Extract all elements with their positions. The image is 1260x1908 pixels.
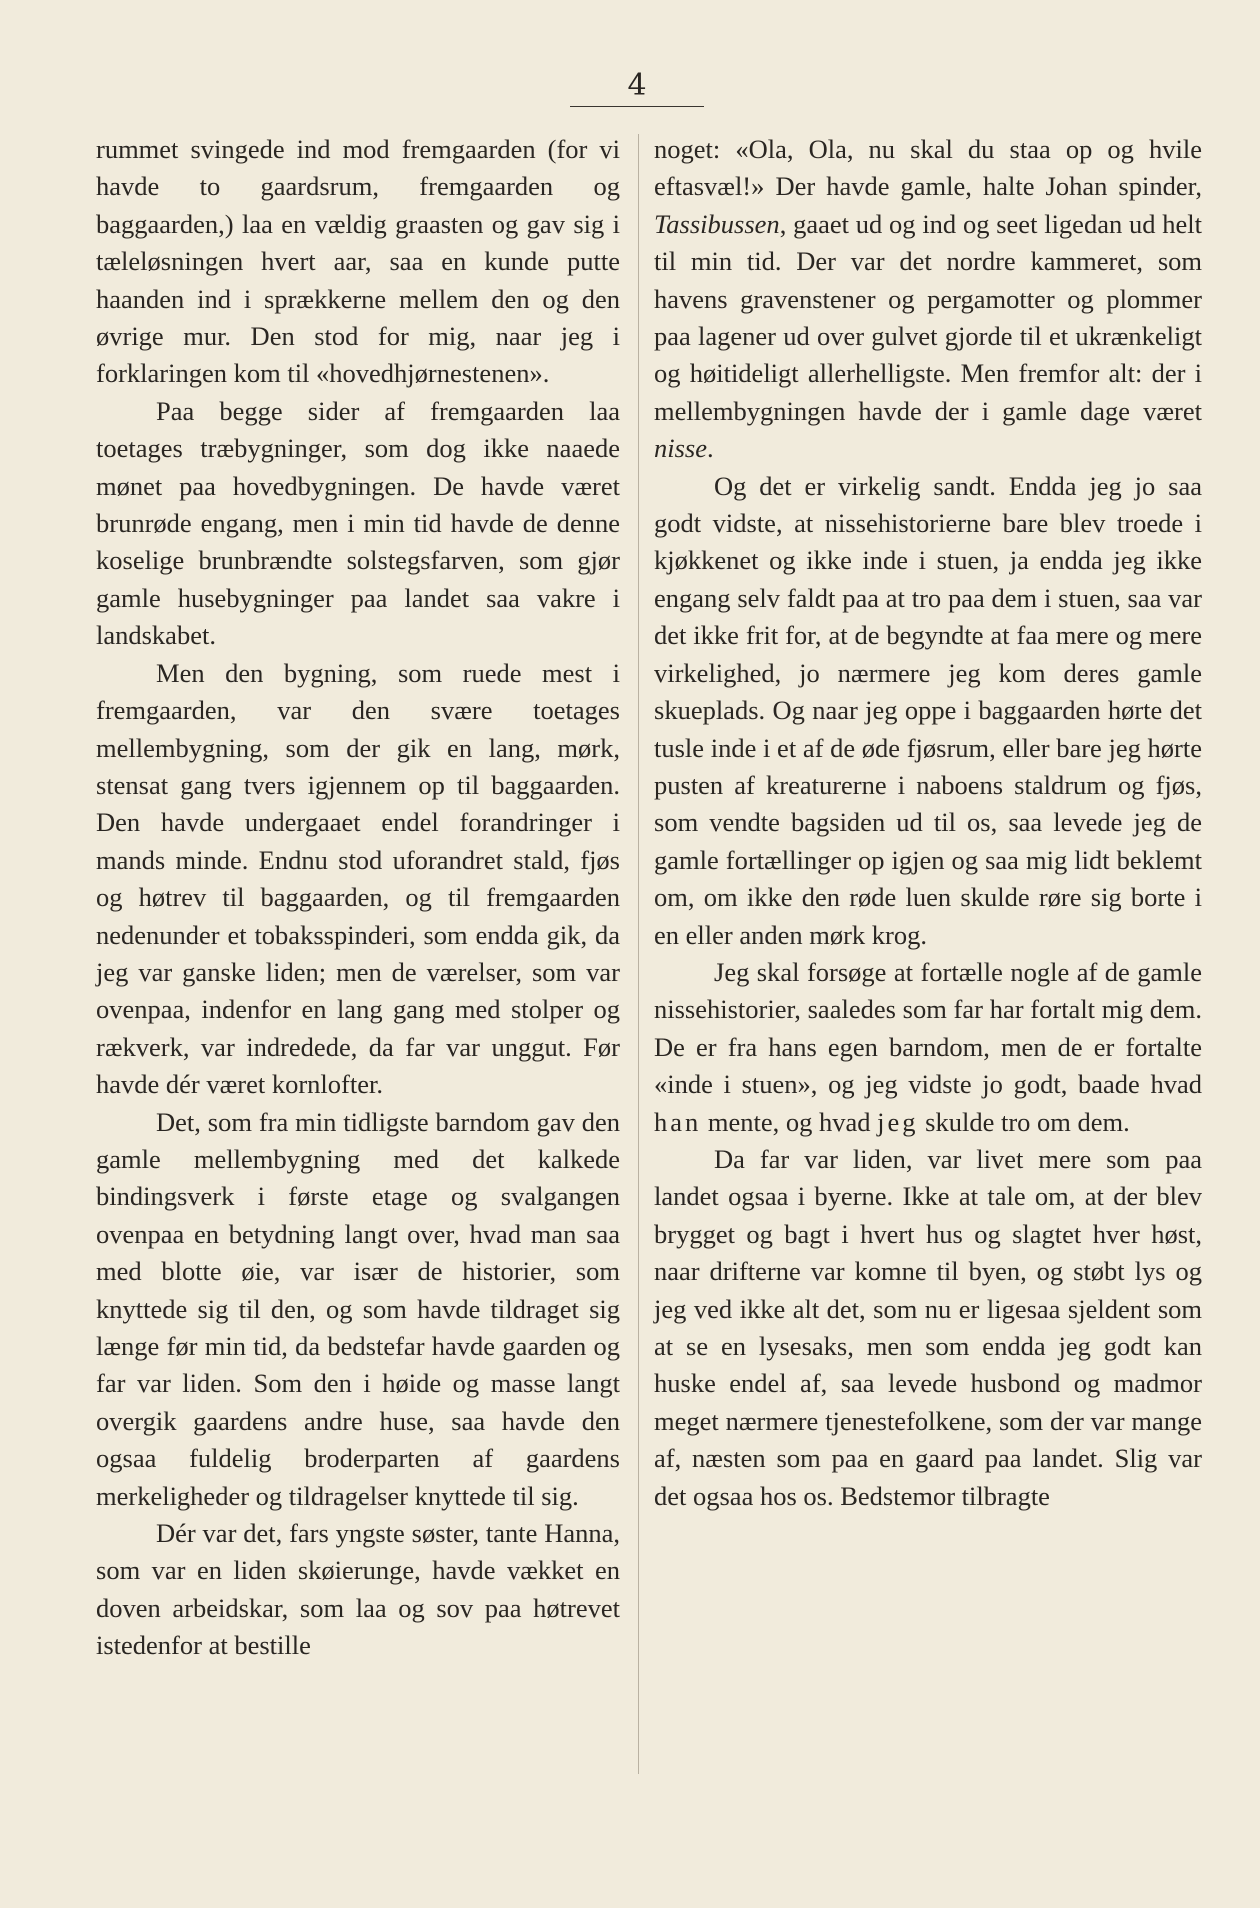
paragraph	[654, 954, 1202, 1141]
right-column	[654, 131, 1202, 1515]
spaced-word: han	[654, 1106, 702, 1137]
text-run: , gaaet ud og ind og seet ligedan ud helt til min tid. Der var det nordre kammeret, som havens gravenstener og pergamotter og plommer paa lagener ud over gulvet gjorde til et ukrænkeligt og høitideligt allerhelligste. Men fremfor alt: der i mellembygningen havde der i gamle dage været	[654, 208, 1202, 426]
column-divider	[638, 134, 639, 1774]
paragraph: Da far var liden, var livet mere som paa landet ogsaa i byerne. Ikke at tale om, at der blev brygget og bagt i hvert hus og slagtet hver høst, naar drifterne var komne til byen, og støbt lys og jeg ved ikke alt det, som nu er ligesaa sjeldent som at se en lysesaks, men som endda jeg godt kan huske endel af, saa levede husbond og madmor meget nærmere tjenestefolkene, som der var mange af, næsten som paa en gaard paa landet. Slig var det ogsaa hos os. Bedstemor tilbragte	[654, 1143, 1202, 1511]
text-run: skulde tro om dem.	[918, 1106, 1130, 1137]
page-number: 4	[570, 66, 704, 107]
paragraph: Og det er virkelig sandt. Endda jeg jo saa godt vidste, at nissehistorierne bare blev troede i kjøkkenet og ikke inde i stuen, ja endda jeg ikke engang selv faldt paa at tro paa dem i stuen, saa var det ikke frit for, at de begyndte at faa mere og mere virkelighed, jo nærmere jeg kom deres gamle skueplads. Og naar jeg oppe i baggaarden hørte det tusle inde i et af de øde fjøsrum, eller bare jeg hørte pusten af kreaturerne i naboens staldrum og fjøs, som vendte bagsiden ud til os, saa levede jeg de gamle fortællinger op igjen og saa mig lidt beklemt om, om ikke den røde luen skulde røre sig borte i en eller anden mørk krog.	[654, 470, 1202, 950]
spaced-word: jeg	[877, 1106, 919, 1137]
text-run: .	[707, 433, 714, 464]
italic-word: nisse	[654, 433, 707, 464]
paragraph: Men den bygning, som ruede mest i fremgaarden, var den svære toetages mellembygning, som der gik en lang, mørk, stensat gang tvers igjennem op til baggaarden. Den havde undergaaet endel forandringer i mands minde. Endnu stod uforandret stald, fjøs og høtrev til baggaarden, og til fremgaarden nedenunder et tobaksspinderi, som endda gik, da jeg var ganske liden; men de værelser, som var ovenpaa, indenfor en lang gang med stolper og rækverk, var indredede, da far var unggut. Før havde dér været kornlofter.	[96, 657, 620, 1100]
paragraph: rummet svingede ind mod fremgaarden (for vi havde to gaardsrum, fremgaarden og baggaarden,) laa en vældig graasten og gav sig i tæleløsningen hvert aar, saa en kunde putte haanden ind i sprækkerne mellem den og den øvrige mur. Den stod for mig, naar jeg i forklaringen kom til «hovedhjørnestenen».	[96, 134, 620, 389]
left-column	[96, 131, 620, 1665]
paragraph: Dér var det, fars yngste søster, tante Hanna, som var en liden skøierunge, havde vækket en doven arbeidskar, som laa og sov paa høtrevet istedenfor at bestille	[96, 1518, 620, 1661]
paragraph: Det, som fra min tidligste barndom gav den gamle mellembygning med det kalkede bindingsverk i første etage og svalgangen ovenpaa en betydning langt over, hvad man saa med blotte øie, var især de historier, som knyttede sig til den, og som havde tildraget sig længe før min tid, da bedstefar havde gaarden og far var liden. Som den i høide og masse langt overgik gaardens andre huse, saa havde den ogsaa fuldelig broderparten af gaardens merkeligheder og tildragelser knyttede til sig.	[96, 1106, 620, 1511]
paragraph	[654, 131, 1202, 468]
italic-name: Tassibussen	[654, 208, 780, 239]
text-run: mente, og hvad	[701, 1106, 878, 1137]
text-run: noget: «Ola, Ola, nu skal du staa op og hvile eftasvæl!» Der havde gamle, halte Johan spinder,	[654, 134, 1202, 202]
paragraph: Paa begge sider af fremgaarden laa toetages træbygninger, som dog ikke naaede mønet paa hovedbygningen. De havde været brunrøde engang, men i min tid havde de denne koselige brunbrændte solstegsfarven, som gjør gamle husebygninger paa landet saa vakre i landskabet.	[96, 395, 620, 651]
text-run: Jeg skal forsøge at fortælle nogle af de gamle nissehistorier, saaledes som far har fortalt mig dem. De er fra hans egen barndom, men de er fortalte «inde i stuen», og jeg vidste jo godt, baade hvad	[654, 956, 1202, 1100]
